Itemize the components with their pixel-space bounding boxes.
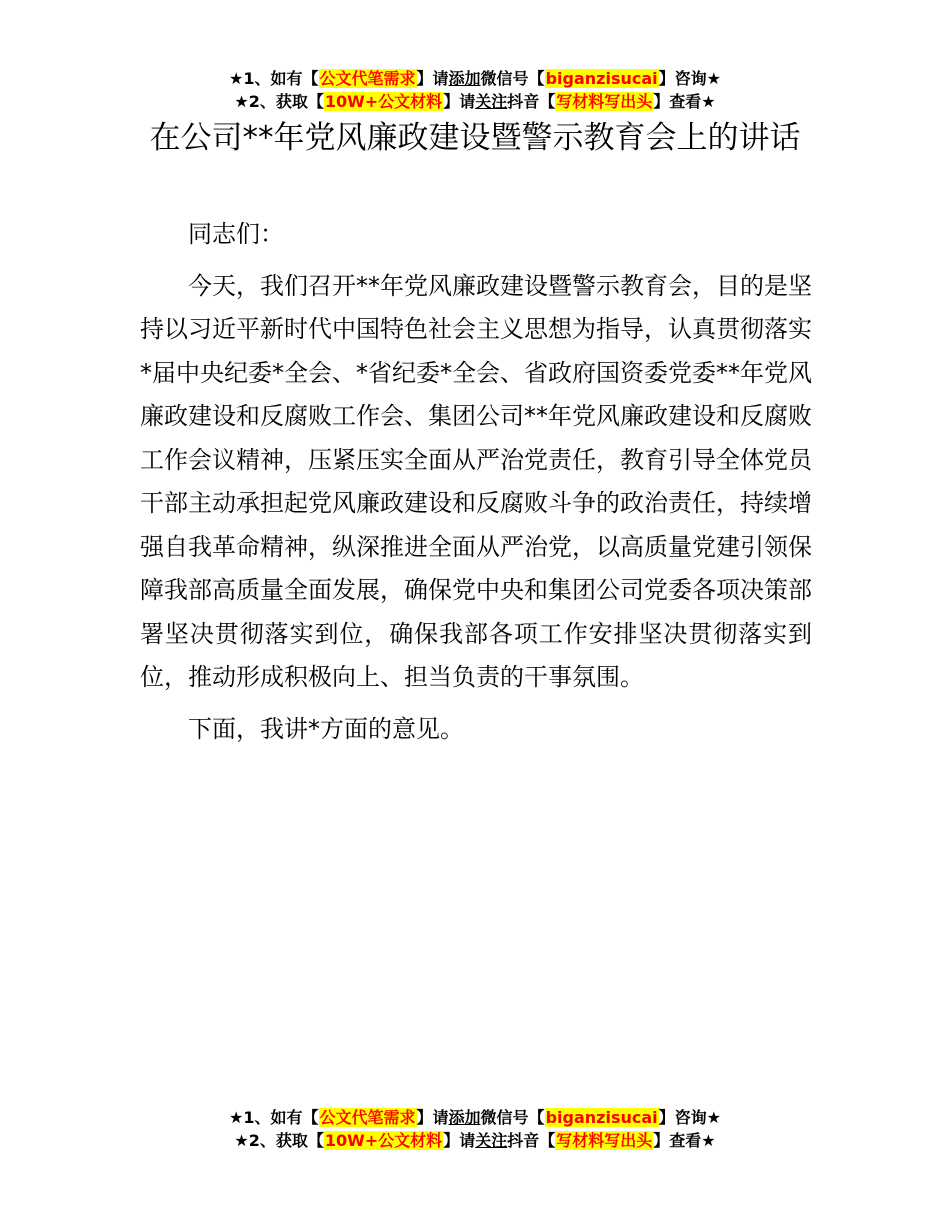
highlight-wechat-id: biganzisucai [545, 69, 658, 88]
document-body [140, 213, 812, 759]
emphasis-follow: 关注 [475, 1131, 508, 1150]
greeting: 同志们： [188, 220, 284, 248]
highlight-wechat-id: biganzisucai [545, 1108, 658, 1127]
emphasis-add: 添加 [448, 1108, 481, 1127]
banner-line-2: ★2、获取【10W+公文材料】请关注抖音【写材料写出头】查看★ [234, 92, 716, 111]
highlight-service: 公文代笔需求 [319, 69, 416, 88]
highlight-materials: 10W+公文材料 [324, 92, 443, 111]
banner-line-1: ★1、如有【公文代笔需求】请添加微信号【biganzisucai】咨询★ [229, 69, 721, 88]
highlight-service: 公文代笔需求 [319, 1108, 416, 1127]
highlight-douyin-name: 写材料写出头 [556, 92, 653, 111]
emphasis-add: 添加 [448, 69, 481, 88]
header-banner [0, 67, 950, 113]
paragraph-outline: 下面，我讲*方面的意见。 [188, 714, 464, 743]
highlight-materials: 10W+公文材料 [324, 1131, 443, 1150]
document-title: 在公司**年党风廉政建设暨警示教育会上的讲话 [149, 120, 801, 156]
paragraph-intro: 今天，我们召开**年党风廉政建设暨警示教育会，目的是坚持以习近平新时代中国特色社会主义思想为指导，认真贯彻落实*届中央纪委*全会、*省纪委*全会、省政府国资委党委**年党风廉政建设和反腐败工作会、集团公司**年党风廉政建设和反腐败工作会议精神，压紧压实全面从严治党责任，教育引导全体党员干部主动承担起党风廉政建设和反腐败斗争的政治责任，持续增强自我革命精神，纵深推进全面从严治党，以高质量党建引领保障我部高质量全面发展，确保党中央和集团公司党委各项决策部署坚决贯彻落实到位，确保我部各项工作安排坚决贯彻落实到位，推动形成积极向上、担当负责的干事氛围。 [140, 271, 812, 691]
emphasis-follow: 关注 [475, 92, 508, 111]
footer-line-2: ★2、获取【10W+公文材料】请关注抖音【写材料写出头】查看★ [234, 1131, 716, 1150]
footer-line-1: ★1、如有【公文代笔需求】请添加微信号【biganzisucai】咨询★ [229, 1108, 721, 1127]
highlight-douyin-name: 写材料写出头 [556, 1131, 653, 1150]
footer-banner [0, 1106, 950, 1152]
